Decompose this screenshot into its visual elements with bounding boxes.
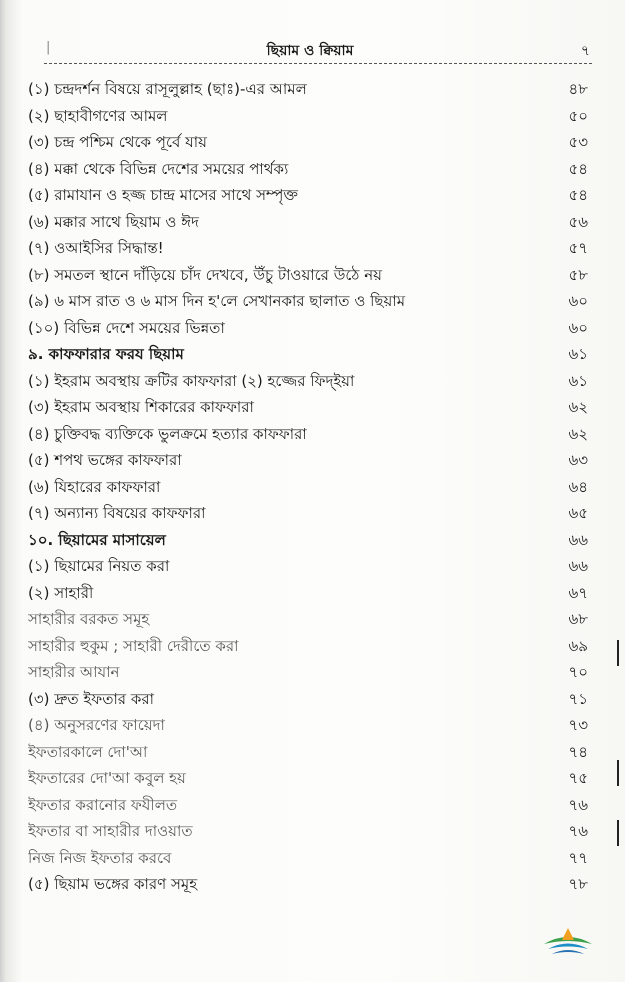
toc-entry-label: (৮) সমতল স্থানে দাঁড়িয়ে চাঁদ দেখবে, উঁচু টাওয়ারে উঠে নয়	[28, 265, 382, 284]
toc-entry	[28, 686, 588, 713]
toc-entry-label: ৯. কাফফারার ফরয ছিয়াম	[28, 345, 184, 363]
toc-entry	[28, 845, 588, 872]
toc-entry-label: (৫) রামাযান ও হজ্জ চান্দ্র মাসের সাথে সম্পৃক্ত	[28, 186, 299, 204]
toc-entry-page: ৭৭	[568, 848, 588, 867]
toc-entry-label: (৬) যিহারের কাফফারা	[28, 477, 161, 496]
toc-entry	[28, 633, 588, 660]
toc-entry-label: (৩) চন্দ্র পশ্চিম থেকে পূর্বে যায়	[28, 133, 207, 151]
toc-entry-label: (৫) ছিয়াম ভঙ্গের কারণ সমূহ	[28, 875, 198, 893]
toc-entry-label: (১) ইহরাম অবস্থায় ক্রটির কাফফারা (২) হজ্জের ফিদ্ইয়া	[28, 371, 355, 390]
toc-entry	[28, 659, 588, 686]
toc-entry	[28, 739, 588, 766]
toc-entry-label: (৪) অনুসরণের ফায়েদা	[28, 716, 165, 734]
toc-entry	[28, 209, 588, 236]
publisher-logo-icon	[540, 920, 596, 960]
table-of-contents	[28, 76, 588, 898]
toc-entry-label: (৩) ইহরাম অবস্থায় শিকারের কাফফারা	[28, 398, 254, 416]
toc-entry-page: ৭৩	[568, 716, 588, 734]
toc-entry-page: ৫৬	[568, 212, 588, 231]
toc-entry	[28, 818, 588, 845]
toc-entry-page: ৫৪	[568, 159, 588, 178]
toc-entry-label: (৭) অন্যান্য বিষয়ের কাফফারা	[28, 504, 206, 522]
toc-entry-label: ইফতারের দো'আ কবুল হয়	[28, 769, 186, 787]
toc-entry-label: (১০) বিভিন্ন দেশে সময়ের ভিন্নতা	[28, 318, 225, 337]
toc-entry	[28, 103, 588, 130]
toc-section-heading	[28, 527, 588, 554]
toc-entry	[28, 235, 588, 262]
toc-entry	[28, 315, 588, 342]
toc-entry-page: ৬১	[568, 345, 588, 363]
toc-entry-page: ৭১	[568, 689, 588, 708]
toc-entry-page: ৫৪	[568, 186, 588, 204]
toc-entry	[28, 76, 588, 103]
toc-entry-page: ৬৬	[568, 557, 588, 575]
running-header	[30, 36, 590, 60]
toc-entry-page: ৭৪	[568, 742, 588, 761]
toc-entry-page: ৭০	[568, 663, 588, 681]
toc-entry-page: ৬২	[568, 398, 588, 416]
toc-entry-label: (৪) মক্কা থেকে বিভিন্ন দেশের সময়ের পার্থক্য	[28, 159, 289, 178]
toc-entry	[28, 474, 588, 501]
toc-entry-page: ৬৯	[568, 636, 588, 655]
toc-entry-label: ইফতার বা সাহারীর দাওয়াত	[28, 822, 193, 840]
toc-entry	[28, 447, 588, 474]
toc-entry	[28, 288, 588, 315]
toc-entry-page: ৭৬	[568, 822, 588, 840]
toc-entry-page: ৬২	[568, 424, 588, 443]
toc-entry-label: সাহারীর হুকুম ; সাহারী দেরীতে করা	[28, 636, 239, 655]
toc-entry-label: সাহারীর আযান	[28, 663, 120, 681]
toc-entry-page: ৫৭	[568, 239, 588, 257]
toc-entry-page: ৬৮	[568, 610, 588, 628]
page-edge-mark	[617, 640, 619, 666]
toc-section-heading	[28, 341, 588, 368]
toc-entry-label: (১) ছিয়ামের নিয়ত করা	[28, 557, 170, 575]
toc-entry	[28, 871, 588, 898]
toc-entry-page: ৫৮	[568, 265, 588, 284]
toc-entry-page: ৬৫	[568, 504, 588, 522]
toc-entry-label: (৫) শপথ ভঙ্গের কাফফারা	[28, 451, 182, 469]
header-rule	[44, 63, 592, 64]
toc-entry	[28, 129, 588, 156]
toc-entry-label: ইফতার করানোর ফযীলত	[28, 795, 178, 814]
toc-entry	[28, 421, 588, 448]
toc-entry-label: (৭) ওআইসির সিদ্ধান্ত!	[28, 239, 164, 257]
toc-entry-label: (৯) ৬ মাস রাত ও ৬ মাস দিন হ'লে সেখানকার ছালাত ও ছিয়াম	[28, 292, 406, 310]
toc-entry-page: ৬৩	[568, 451, 588, 469]
toc-entry-page: ৪৮	[568, 80, 588, 98]
toc-entry-page: ৭৮	[568, 875, 588, 893]
toc-entry	[28, 156, 588, 183]
toc-entry-page: ৬০	[568, 292, 588, 310]
toc-entry	[28, 500, 588, 527]
toc-entry-label: ইফতারকালে দো'আ	[28, 742, 148, 761]
toc-entry-label: নিজ নিজ ইফতার করবে	[28, 848, 172, 867]
margin-mark: |	[46, 40, 51, 55]
page-edge-mark	[617, 820, 619, 846]
toc-entry-page: ৫৩	[568, 133, 588, 151]
toc-entry-label: (২) ছাহাবীগণের আমল	[28, 106, 168, 125]
toc-entry-label: ১০. ছিয়ামের মাসায়েল	[28, 530, 166, 549]
toc-entry-page: ৭৫	[568, 769, 588, 787]
toc-entry-page: ৬১	[568, 371, 588, 390]
toc-entry	[28, 765, 588, 792]
toc-entry	[28, 394, 588, 421]
page-edge-mark	[617, 760, 619, 786]
toc-entry-label: (৪) চুক্তিবদ্ধ ব্যক্তিকে ভুলক্রমে হত্যার কাফফারা	[28, 424, 307, 443]
page-number: ৭	[580, 43, 590, 59]
toc-entry-page: ৬৭	[568, 583, 588, 602]
toc-entry-page: ৬০	[568, 318, 588, 337]
toc-entry-page: ৬৬	[568, 530, 588, 549]
toc-entry	[28, 580, 588, 607]
toc-entry	[28, 792, 588, 819]
toc-entry-page: ৫০	[568, 106, 588, 125]
toc-entry	[28, 606, 588, 633]
toc-entry-label: (৩) দ্রুত ইফতার করা	[28, 689, 154, 708]
toc-entry-label: (১) চন্দ্রদর্শন বিষয়ে রাসূলুল্লাহ (ছাঃ)-এর আমল	[28, 80, 307, 98]
toc-entry	[28, 712, 588, 739]
toc-entry-label: (২) সাহারী	[28, 583, 94, 602]
toc-entry-page: ৬৪	[568, 477, 588, 496]
toc-entry	[28, 368, 588, 395]
toc-entry	[28, 262, 588, 289]
toc-entry-label: (৬) মক্কার সাথে ছিয়াম ও ঈদ	[28, 212, 199, 231]
toc-entry	[28, 553, 588, 580]
toc-entry	[28, 182, 588, 209]
toc-entry-page: ৭৬	[568, 795, 588, 814]
toc-entry-label: সাহারীর বরকত সমূহ	[28, 610, 150, 628]
running-title: ছিয়াম ও ক্বিয়াম	[266, 43, 354, 59]
